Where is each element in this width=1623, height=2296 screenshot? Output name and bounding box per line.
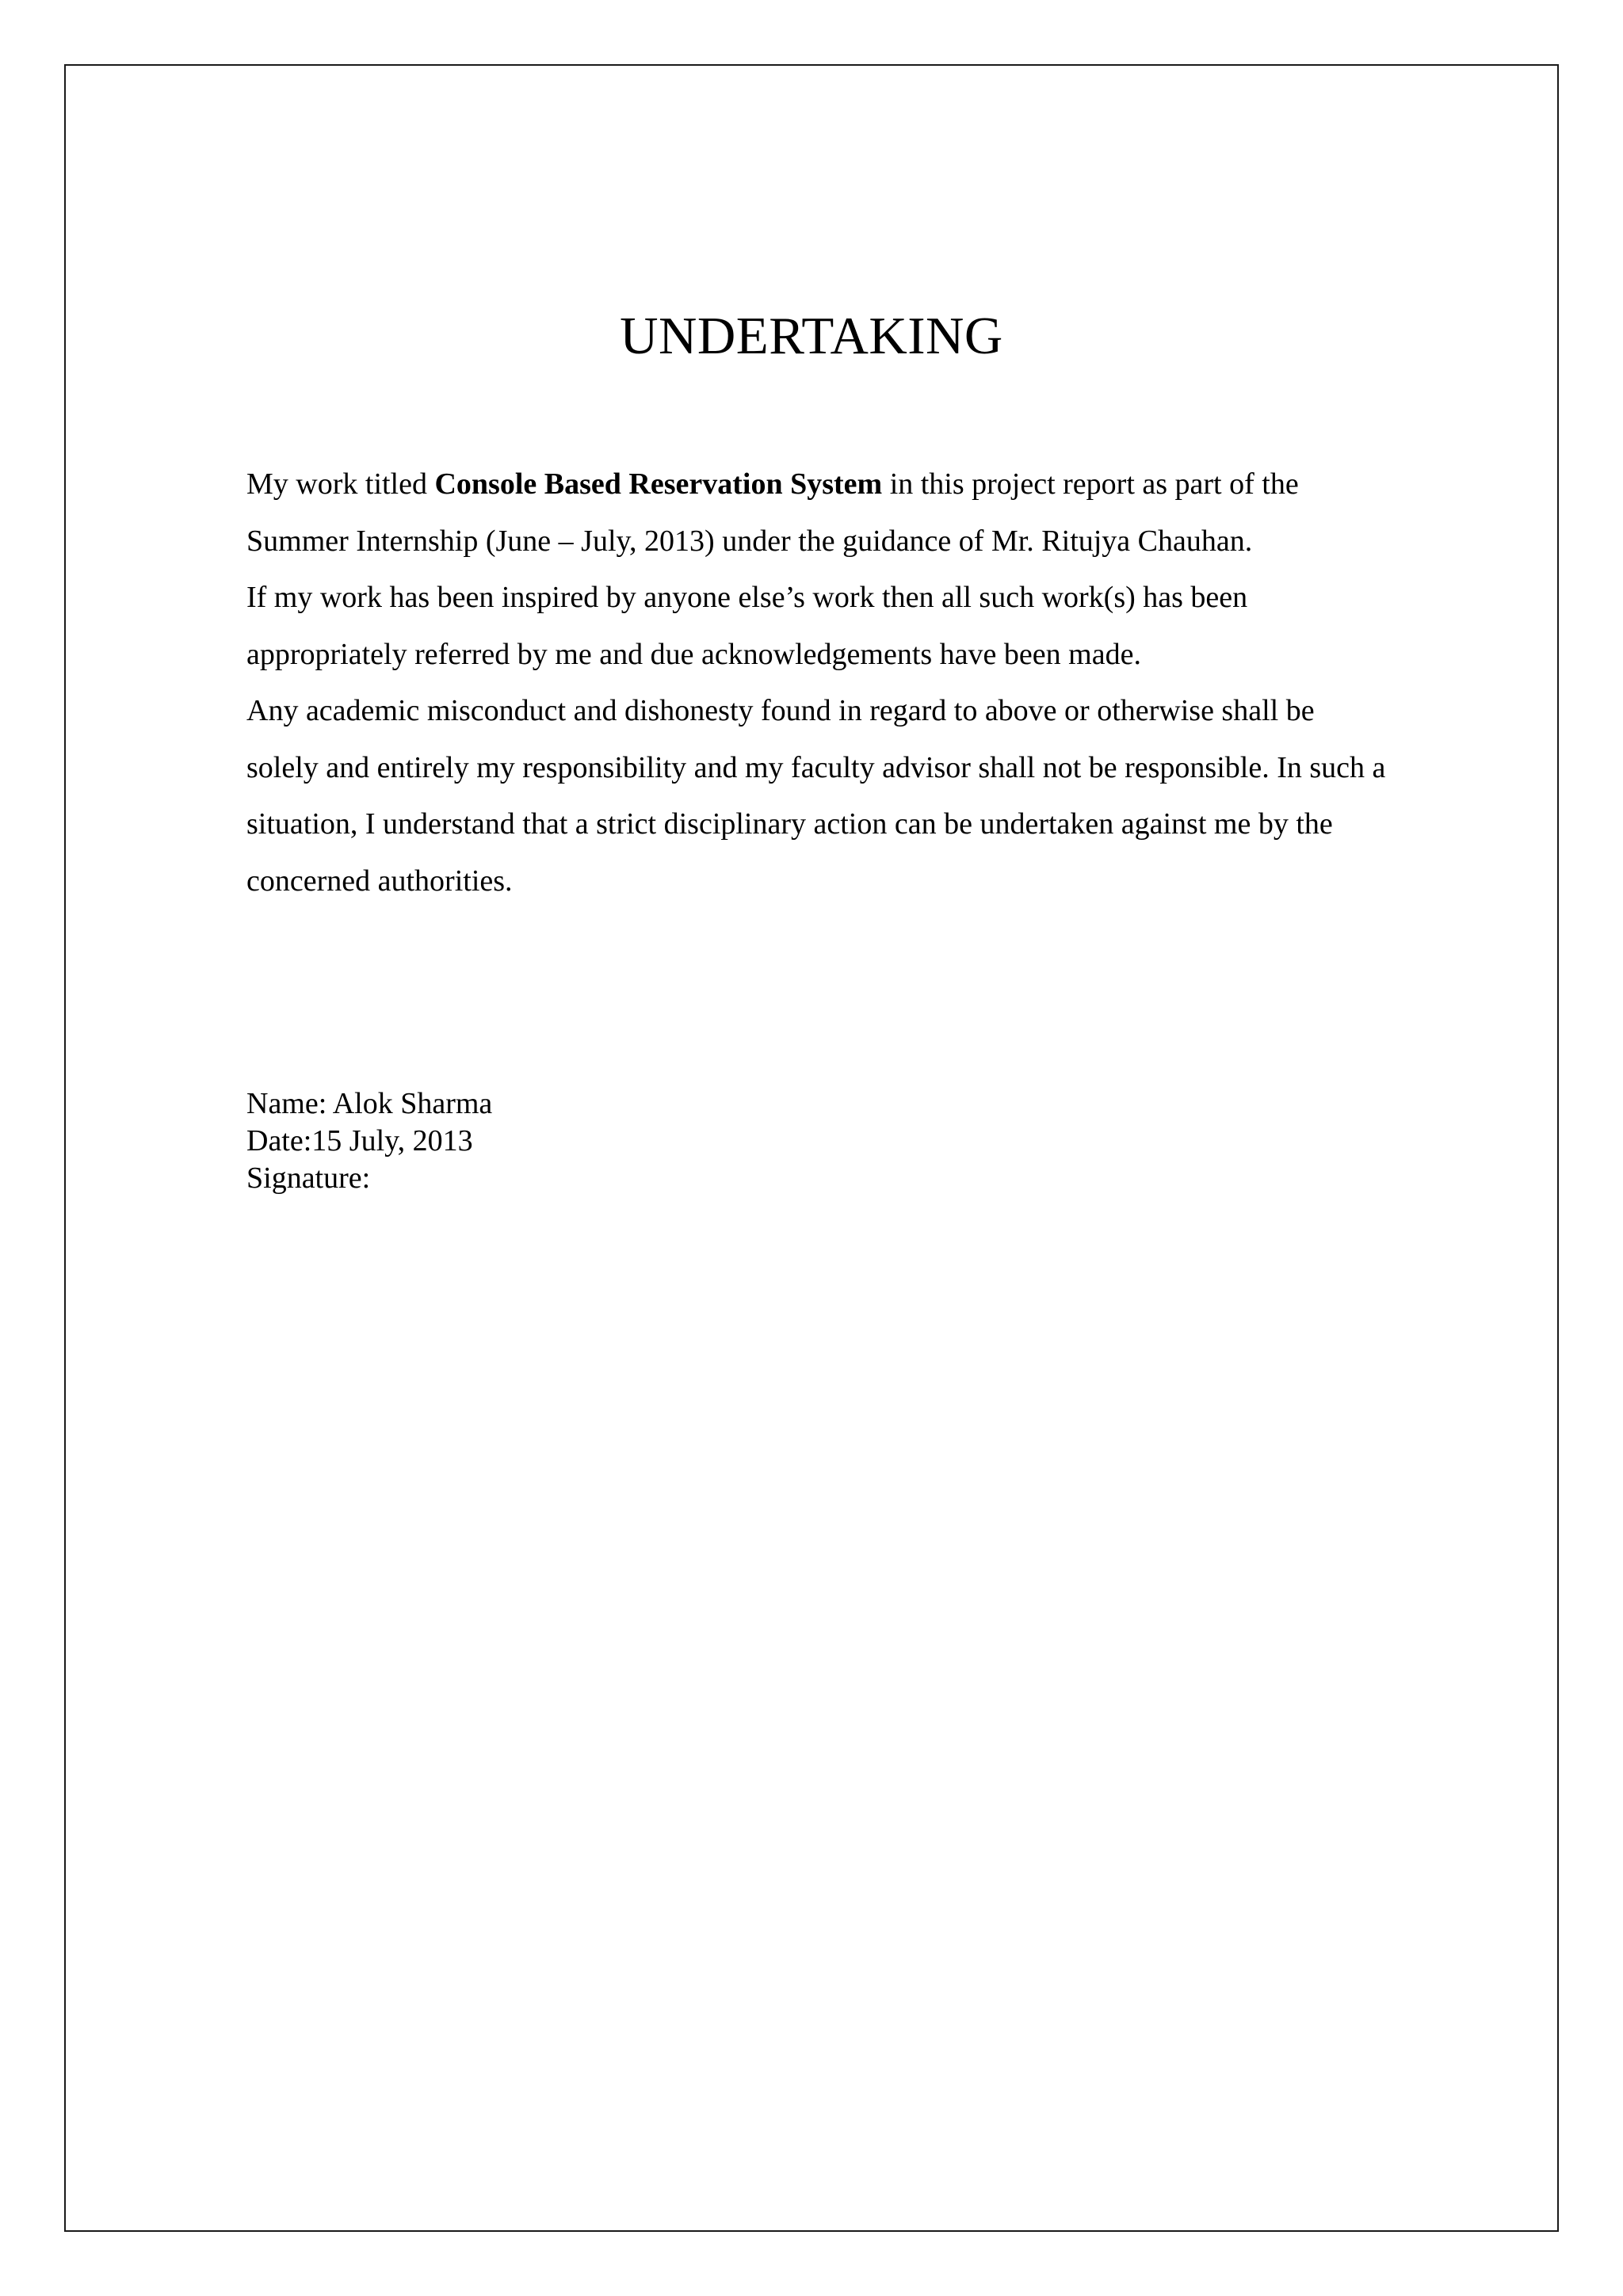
paragraph-project-details	[246, 456, 1388, 570]
paragraph-prefix: My work titled	[246, 467, 435, 501]
project-title: Console Based Reservation System	[434, 467, 883, 501]
paragraph-misconduct: Any academic misconduct and dishonesty found in regard to above or otherwise shall be solely and entirely my responsibility and my faculty advisor shall not be responsible. In such a situation, I understand that a strict disciplinary action can be undertaken against me by the concerned authorities.	[246, 694, 1386, 898]
undertaking-body	[246, 456, 1388, 910]
page-title: UNDERTAKING	[620, 307, 1003, 365]
signature-block	[246, 1085, 492, 1197]
paragraph-suffix: in this project report as part of the Summer Internship (June – July, 2013) under the guidance of Mr. Ritujya Chauhan.	[246, 467, 1299, 558]
paragraph-acknowledgement: If my work has been inspired by anyone else’s work then all such work(s) has been appropriately referred by me and due acknowledgements have been made.	[246, 581, 1248, 671]
signature-line: Signature:	[246, 1161, 371, 1195]
date-line: Date:15 July, 2013	[246, 1124, 473, 1158]
name-line: Name: Alok Sharma	[246, 1087, 493, 1120]
